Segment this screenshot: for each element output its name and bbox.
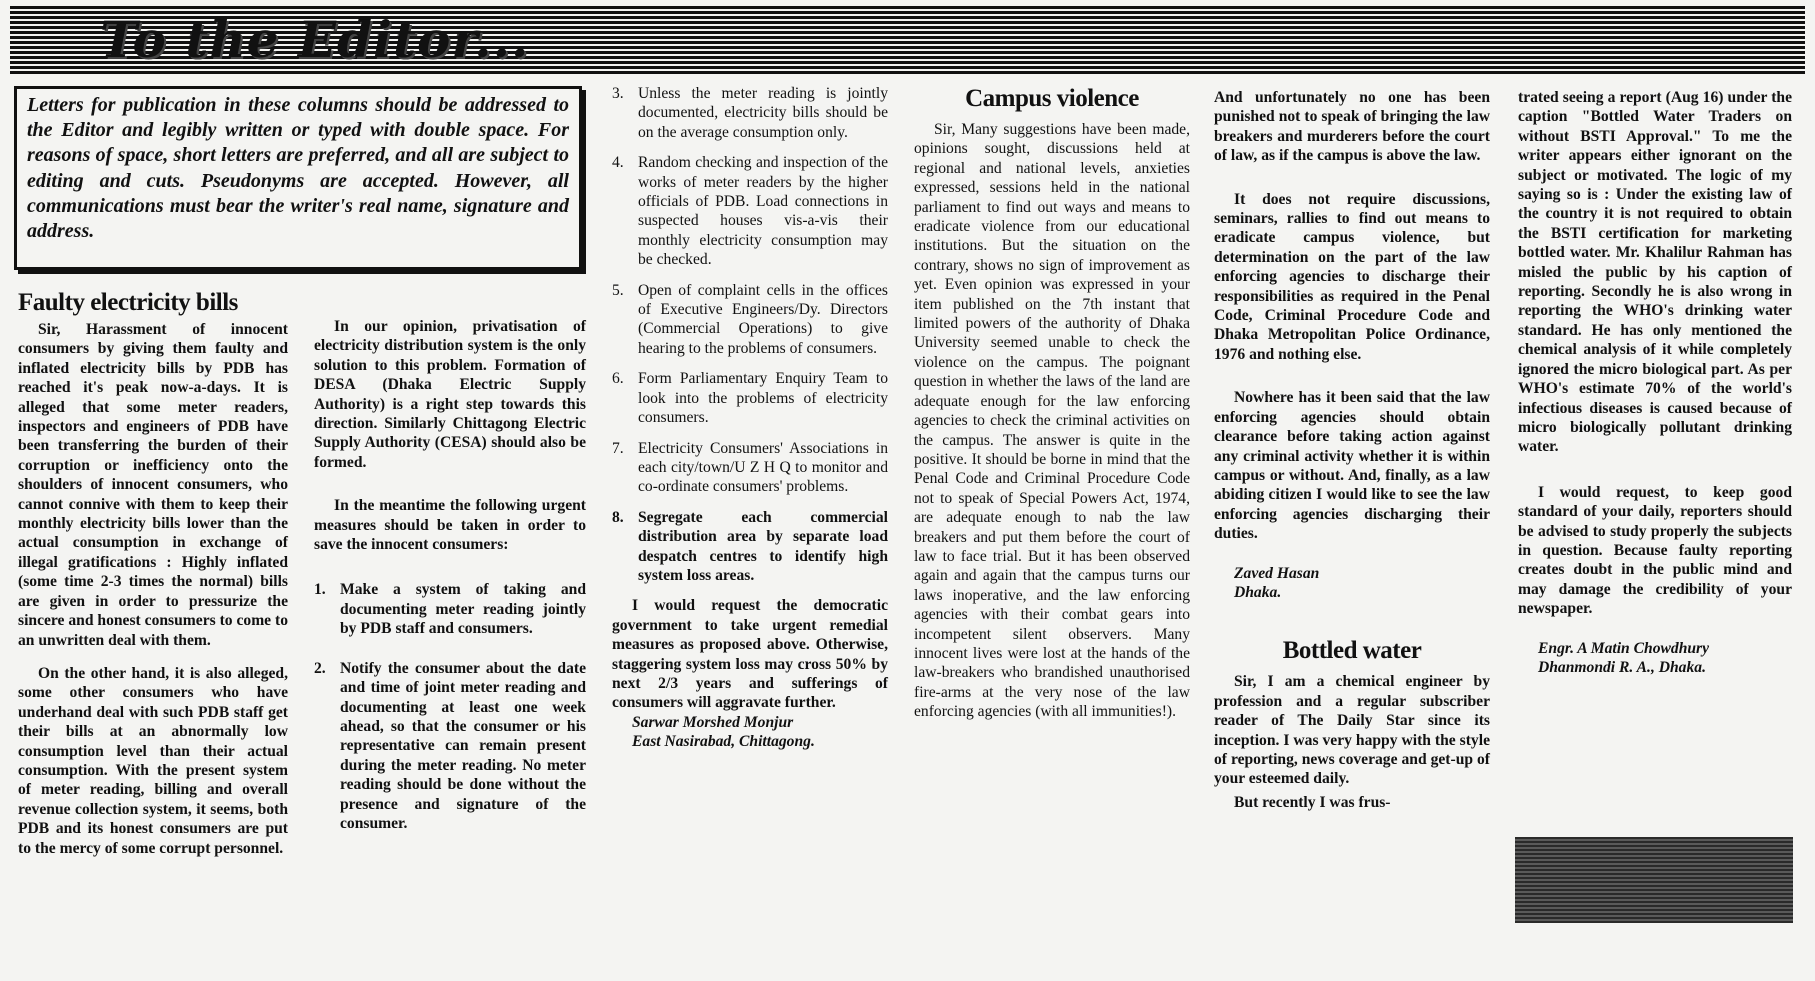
letter-title-faulty-electricity: Faulty electricity bills <box>18 289 238 316</box>
measures-list-a <box>314 580 586 833</box>
faulty-paragraph-2: On the other hand, it is also alleged, some other consumers who have underhand deal with such PDB staff get their bills at an abnormally low consumption level than their actual consumption. With the present system of meter reading, billing and overall revenue collection system, it seems, both PDB and its honest consumers are put to the mercy of some corrupt personnel. <box>18 664 288 857</box>
bottled-signature-name: Engr. A Matin Chowdhury <box>1538 639 1710 657</box>
bottled-signature-place: Dhanmondi R. A., Dhaka. <box>1538 658 1706 676</box>
faulty-paragraph-4: In the meantime the following urgent measures should be taken in order to save the innocent consumers: <box>314 497 586 554</box>
campus-paragraph-1: Sir, Many suggestions have been made, opinions sought, discussions held at regional and national levels, anxieties expressed, sessions held in the national parliament to find out ways and means to eradicate violence from our educational institutions. But the situation on the contrary, shows no sign of improvement as yet. Even opinion was expressed in your item published on the 7th instant that limited powers of the authority of Dhaka University seemed unable to check the violence on the campus. The poignant question in whether the laws of the land are adequate enough for the law enforcing agencies to check the criminal activities on the campus. The answer is quite in the positive. It should be borne in mind that the Penal Code and Criminal Procedure Code not to speak of Special Powers Act, 1974, are adequate enough to nab the law breakers and put them before the court of law to face trial. But it has been observed again and again that the campus turns our laws inoperative, and the law enforcing agencies with their combat gears into incompetent silent observers. Many innocent lives were lost at the hands of the law-breakers who brandished unauthorised fire-arms at the very nose of the law enforcing agencies (with all immunities!). <box>914 121 1190 721</box>
faulty-signature-place: East Nasirabad, Chittagong. <box>632 733 815 751</box>
column-5 <box>1214 88 1490 812</box>
faulty-paragraph-3: In our opinion, privatisation of electricity distribution system is the only solution to this problem. Formation of DESA (Dhaka Electric Supply Authority) is a right step towards this direction. Similarly Chittagong Electric Supply Authority (CESA) should also be formed. <box>314 318 586 471</box>
photo-halftone-image <box>1515 837 1793 923</box>
bottled-paragraph-3: I would request, to keep good standard of your daily, reporters should be advised to study properly the subjects in question. Because faulty reporting creates doubt in the public mind and may damage the credibility of your newspaper. <box>1518 483 1792 618</box>
list-item: 5. Open of complaint cells in the offices of Executive Engineers/Dy. Directors (Commercial Operations) to give hearing to the problems of consumers. <box>612 281 888 357</box>
campus-paragraph-3: It does not require discussions, seminars, rallies to find out means to eradicate campus violence, but determination on the part of the law enforcing agencies to discharge their responsibilities as required in the Penal Code, Criminal Procedure Code and Dhaka Metropolitan Police Ordinance, 1976 and nothing else. <box>1214 190 1490 363</box>
list-item: 7. Electricity Consumers' Associations in each city/town/U Z H Q to monitor and co-ordinate consumers' problems. <box>612 439 888 496</box>
bottled-paragraph-2b: trated seeing a report (Aug 16) under the caption "Bottled Water Traders on without BSTI Approval." To me the writer appears either ignorant on the subject or motivated. The logic of my saying so is : Under the existing law of the country it is not required to obtain the BSTI certification for marketing bottled water. Mr. Khalilur Rahman has misled the public by his caption of reporting. Secondly he is also wrong in reporting the WHO's drinking water standard. He has only mentioned the chemical analysis of it while completely ignored the micro biological part. As per WHO's estimate 70% of the world's infectious diseases is caused because of micro biologically pollutant drinking water. <box>1518 89 1792 456</box>
column-6 <box>1518 88 1792 677</box>
column-1 <box>18 288 288 858</box>
column-2 <box>314 295 586 844</box>
campus-paragraph-2: And unfortunately no one has been punished not to speak of bringing the law breakers and murderers before the court of law, as if the campus is above the law. <box>1214 89 1490 165</box>
campus-paragraph-4: Nowhere has it been said that the law enforcing agencies should obtain clearance before taking action against any criminal activity whether it is within campus or without. And, finally, as a law abiding citizen I would like to see the law enforcing agencies discharging their duties. <box>1214 389 1490 543</box>
list-item: 4. Random checking and inspection of the works of meter readers by the higher officials of PDB. Load connections in suspected houses vis-a-vis their monthly electricity consumption may be checked. <box>612 154 888 269</box>
measures-list-b <box>612 84 888 585</box>
bottled-paragraph-1: Sir, I am a chemical engineer by profession and a regular subscriber reader of The Daily Star since its inception. I was very happy with the style of reporting, news coverage and get-up of your esteemed daily. <box>1214 673 1490 788</box>
faulty-paragraph-5: I would request the democratic government to take urgent remedial measures as proposed above. Otherwise, staggering system loss may cross 50% by next 2/3 years and sufferings of consumers will aggravate further. <box>612 597 888 712</box>
list-item: 3. Unless the meter reading is jointly documented, electricity bills should be on the average consumption only. <box>612 85 888 141</box>
list-item: 6. Form Parliamentary Enquiry Team to look into the problems of electricity consumers. <box>612 370 888 427</box>
faulty-paragraph-1: Sir, Harassment of innocent consumers by giving them faulty and inflated electricity bills by PDB has reached it's peak now-a-days. It is alleged that some meter readers, inspectors and engineers of PDB have been transferring the burden of their corruption or inefficiency onto the shoulders of innocent consumers, who cannot connive with them to keep their monthly electricity bills lower than the actual consumption in exchange of illegal gratifications : Highly inflated (some time 2-3 times the normal) bills are given in order to pressurize the sincere and honest consumers to come to an unwritten deal with them. <box>18 321 288 649</box>
column-4 <box>914 84 1190 722</box>
masthead-title: To the Editor... <box>100 10 530 69</box>
faulty-signature-name: Sarwar Morshed Monjur <box>632 713 794 731</box>
editor-notice-text: Letters for publication in these columns should be addressed to the Editor and legibly written or typed with double space. For reasons of space, short letters are preferred, and all are subject to editing and cuts. Pseudonyms are accepted. However, all communications must bear the writer's real name, signature and address. <box>27 94 569 243</box>
bottled-paragraph-2a: But recently I was frus- <box>1234 793 1391 811</box>
campus-signature-place: Dhaka. <box>1234 583 1282 601</box>
editor-notice-box <box>14 86 582 270</box>
masthead-banner <box>10 6 1805 76</box>
column-3 <box>612 84 888 752</box>
letter-title-bottled-water: Bottled water <box>1282 637 1422 665</box>
campus-signature-name: Zaved Hasan <box>1234 564 1320 582</box>
list-item: 1. Make a system of taking and documenting meter reading jointly by PDB staff and consumers. <box>314 581 586 638</box>
list-item: 2. Notify the consumer about the date and time of joint meter reading and documenting at least one week ahead, so that the consumer or his representative can remain present during the meter reading. No meter reading should be done without the presence and signature of the consumer. <box>314 659 586 832</box>
letter-title-campus-violence: Campus violence <box>965 85 1139 112</box>
list-item: 8. Segregate each commercial distribution area by separate load despatch centres to identify high system loss areas. <box>612 508 888 584</box>
